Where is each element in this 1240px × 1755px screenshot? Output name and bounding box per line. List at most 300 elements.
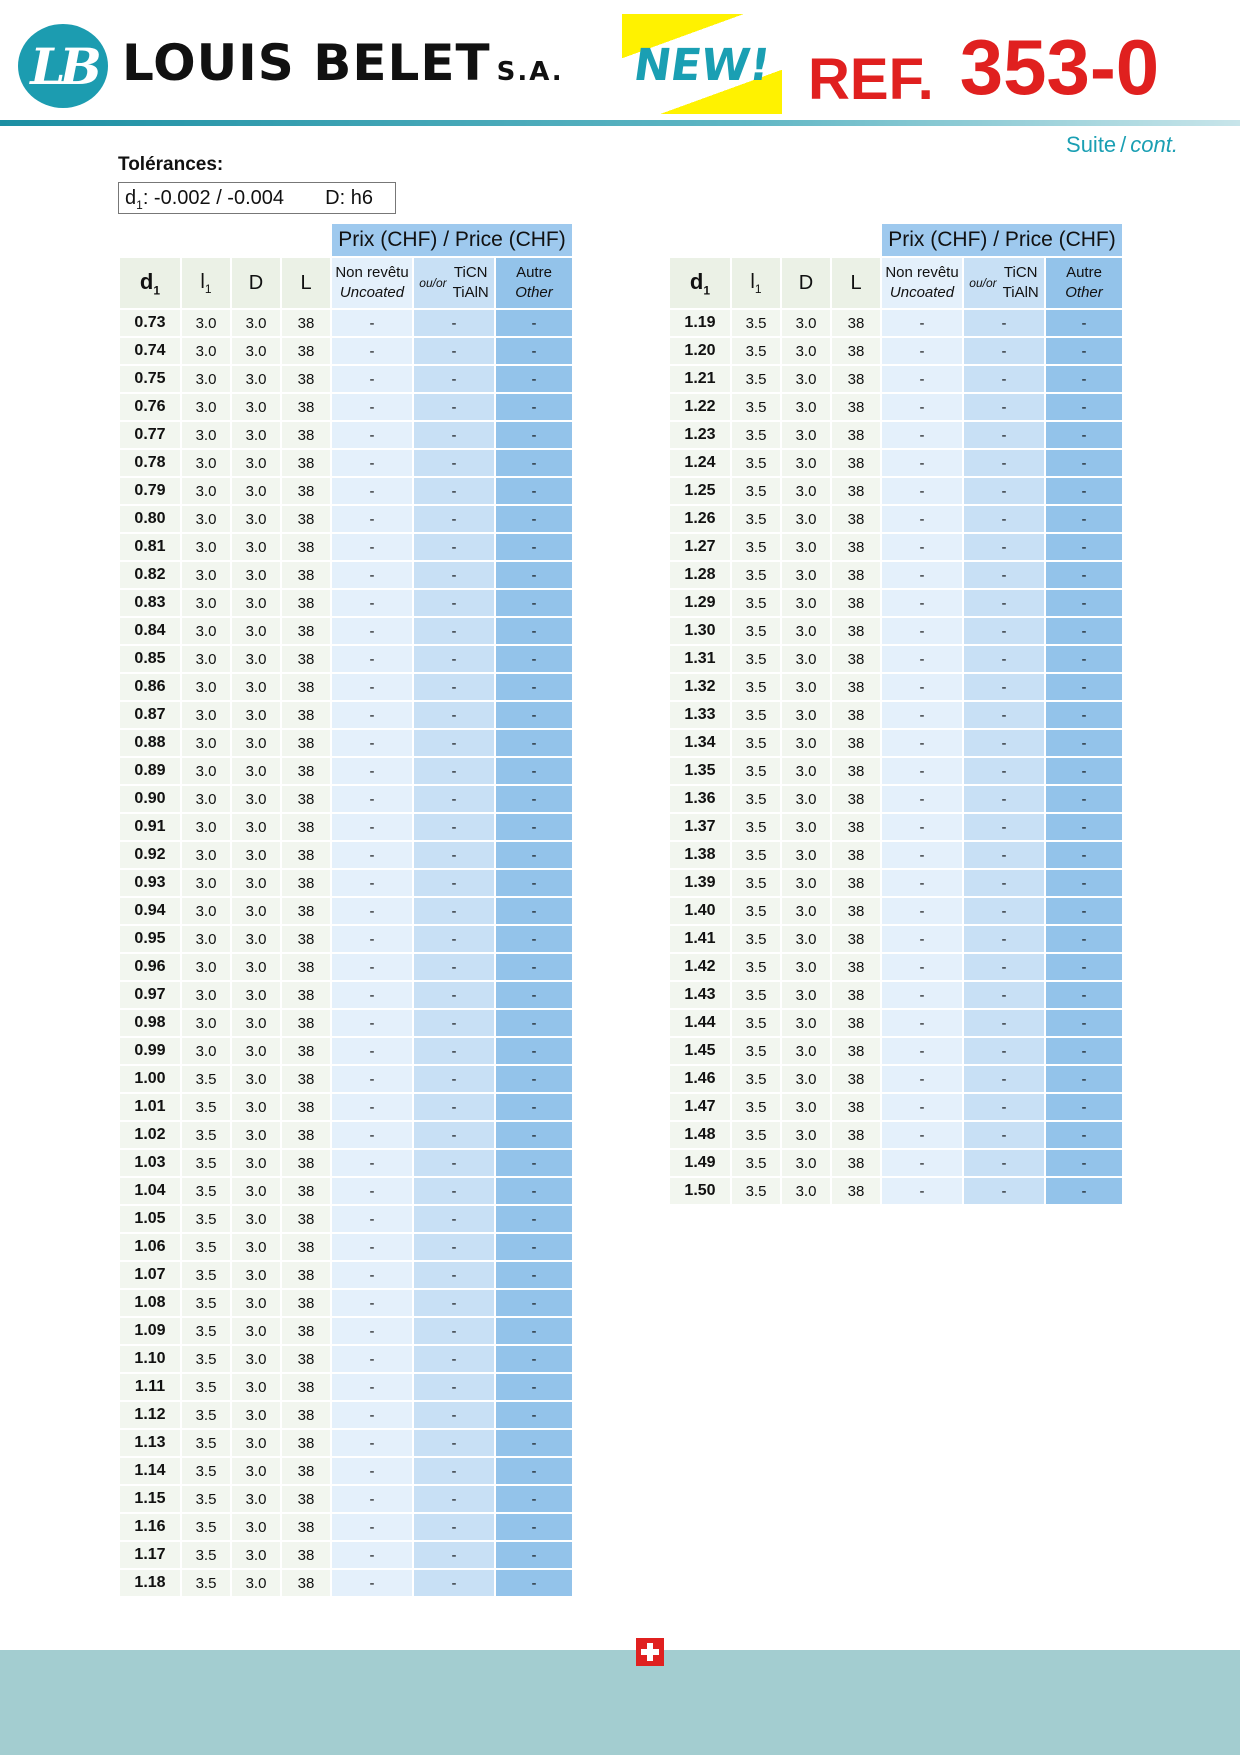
table-row <box>670 310 1122 336</box>
cell-D: 3.0 <box>782 814 830 840</box>
cell-d1: 1.27 <box>670 534 730 560</box>
cell-l1: 3.5 <box>732 534 780 560</box>
cell-l1: 3.0 <box>182 562 230 588</box>
cell-D: 3.0 <box>232 758 280 784</box>
cell-d1: 1.34 <box>670 730 730 756</box>
cell-L: 38 <box>832 1122 880 1148</box>
cell-price-ticn: - <box>414 982 494 1008</box>
cell-l1: 3.5 <box>732 1094 780 1120</box>
new-badge <box>622 14 782 114</box>
company-name <box>122 34 564 92</box>
cell-L: 38 <box>282 562 330 588</box>
cell-d1: 1.20 <box>670 338 730 364</box>
cell-price-uncoated: - <box>332 1010 412 1036</box>
table-row <box>670 702 1122 728</box>
cell-d1: 1.11 <box>120 1374 180 1400</box>
tol-d1-label: d <box>125 187 137 209</box>
table-row <box>120 1430 572 1456</box>
cell-D: 3.0 <box>782 1122 830 1148</box>
cell-D: 3.0 <box>232 842 280 868</box>
cell-l1: 3.5 <box>732 590 780 616</box>
cell-D: 3.0 <box>782 338 830 364</box>
cell-price-ticn: - <box>414 926 494 952</box>
cell-price-uncoated: - <box>882 1066 962 1092</box>
cell-price-uncoated: - <box>332 898 412 924</box>
cell-price-other: - <box>1046 562 1122 588</box>
continuation-note <box>1066 132 1178 158</box>
cell-d1: 1.06 <box>120 1234 180 1260</box>
cell-l1: 3.5 <box>182 1262 230 1288</box>
cell-d1: 1.47 <box>670 1094 730 1120</box>
cell-price-other: - <box>496 562 572 588</box>
cell-l1: 3.0 <box>182 590 230 616</box>
cell-D: 3.0 <box>782 954 830 980</box>
cell-l1: 3.5 <box>732 954 780 980</box>
cell-d1: 1.48 <box>670 1122 730 1148</box>
cell-price-other: - <box>496 506 572 532</box>
cell-L: 38 <box>832 450 880 476</box>
cell-l1: 3.5 <box>732 338 780 364</box>
table-row <box>120 506 572 532</box>
table-row <box>670 618 1122 644</box>
cell-D: 3.0 <box>782 982 830 1008</box>
cell-d1: 1.18 <box>120 1570 180 1596</box>
table-row <box>670 1150 1122 1176</box>
table-row <box>670 758 1122 784</box>
cell-price-uncoated: - <box>332 1178 412 1204</box>
cell-L: 38 <box>282 618 330 644</box>
cell-d1: 1.04 <box>120 1178 180 1204</box>
cell-price-uncoated: - <box>332 758 412 784</box>
cell-price-uncoated: - <box>332 842 412 868</box>
cell-price-uncoated: - <box>332 1066 412 1092</box>
cell-L: 38 <box>282 1430 330 1456</box>
cell-price-uncoated: - <box>332 1234 412 1260</box>
cell-price-ticn: - <box>414 1486 494 1512</box>
continuation-alt: cont. <box>1130 132 1178 157</box>
table-row <box>120 982 572 1008</box>
cell-D: 3.0 <box>782 702 830 728</box>
cell-price-ticn: - <box>964 394 1044 420</box>
cell-L: 38 <box>282 1290 330 1316</box>
cell-l1: 3.5 <box>732 366 780 392</box>
cell-d1: 0.96 <box>120 954 180 980</box>
cell-price-uncoated: - <box>882 898 962 924</box>
cell-price-other: - <box>496 954 572 980</box>
cell-D: 3.0 <box>232 674 280 700</box>
cell-price-uncoated: - <box>882 366 962 392</box>
cell-price-uncoated: - <box>882 926 962 952</box>
cell-L: 38 <box>282 1570 330 1596</box>
cell-price-ticn: - <box>414 674 494 700</box>
cell-price-other: - <box>1046 730 1122 756</box>
table-row <box>670 786 1122 812</box>
cell-L: 38 <box>282 534 330 560</box>
cell-d1: 1.13 <box>120 1430 180 1456</box>
cell-price-uncoated: - <box>332 646 412 672</box>
cell-D: 3.0 <box>232 1262 280 1288</box>
tol-D-value: h6 <box>350 187 373 209</box>
cell-D: 3.0 <box>232 590 280 616</box>
cell-L: 38 <box>282 1486 330 1512</box>
cell-l1: 3.5 <box>732 730 780 756</box>
cell-l1: 3.5 <box>182 1066 230 1092</box>
cell-D: 3.0 <box>232 1010 280 1036</box>
cell-L: 38 <box>282 1346 330 1372</box>
table-row <box>120 898 572 924</box>
cell-D: 3.0 <box>782 730 830 756</box>
cell-D: 3.0 <box>232 1486 280 1512</box>
table-row <box>120 366 572 392</box>
cell-d1: 0.91 <box>120 814 180 840</box>
table-row <box>120 1346 572 1372</box>
cell-price-other: - <box>496 422 572 448</box>
cell-L: 38 <box>832 562 880 588</box>
cell-d1: 0.98 <box>120 1010 180 1036</box>
cell-price-other: - <box>1046 1122 1122 1148</box>
cell-price-other: - <box>1046 450 1122 476</box>
cell-price-uncoated: - <box>882 842 962 868</box>
table-row <box>120 450 572 476</box>
cell-D: 3.0 <box>232 1206 280 1232</box>
cell-price-other: - <box>496 1262 572 1288</box>
cell-D: 3.0 <box>782 786 830 812</box>
table-row <box>670 506 1122 532</box>
cell-l1: 3.0 <box>182 730 230 756</box>
cell-L: 38 <box>282 366 330 392</box>
cell-price-uncoated: - <box>882 1038 962 1064</box>
cell-price-ticn: - <box>414 1066 494 1092</box>
cell-D: 3.0 <box>782 898 830 924</box>
table-row <box>670 842 1122 868</box>
cell-price-other: - <box>496 450 572 476</box>
cell-D: 3.0 <box>232 450 280 476</box>
cell-d1: 1.02 <box>120 1122 180 1148</box>
cell-price-uncoated: - <box>882 870 962 896</box>
cell-D: 3.0 <box>782 1178 830 1204</box>
cell-price-other: - <box>496 1486 572 1512</box>
company-name-text: LOUIS BELET <box>122 34 491 92</box>
cell-L: 38 <box>282 338 330 364</box>
cell-price-uncoated: - <box>332 730 412 756</box>
cell-price-ticn: - <box>964 646 1044 672</box>
cell-l1: 3.5 <box>182 1346 230 1372</box>
cell-L: 38 <box>832 1066 880 1092</box>
cell-d1: 1.43 <box>670 982 730 1008</box>
cell-price-ticn: - <box>414 366 494 392</box>
cell-price-ticn: - <box>414 394 494 420</box>
cell-price-ticn: - <box>414 1402 494 1428</box>
cell-L: 38 <box>282 1066 330 1092</box>
table-row <box>120 310 572 336</box>
table-row <box>670 534 1122 560</box>
cell-L: 38 <box>832 1094 880 1120</box>
cell-L: 38 <box>832 590 880 616</box>
cell-price-uncoated: - <box>332 1318 412 1344</box>
cell-D: 3.0 <box>782 506 830 532</box>
cell-price-ticn: - <box>414 1010 494 1036</box>
tolerances-box <box>118 182 396 214</box>
cell-price-uncoated: - <box>882 1150 962 1176</box>
cell-price-ticn: - <box>414 506 494 532</box>
cell-l1: 3.5 <box>732 674 780 700</box>
cell-price-ticn: - <box>414 562 494 588</box>
cell-d1: 1.25 <box>670 478 730 504</box>
cell-D: 3.0 <box>232 702 280 728</box>
cell-l1: 3.5 <box>732 478 780 504</box>
cell-price-other: - <box>1046 954 1122 980</box>
cell-D: 3.0 <box>232 1458 280 1484</box>
col-header-ticn: ou/or TiCN TiAlN <box>964 258 1044 308</box>
cell-D: 3.0 <box>232 786 280 812</box>
cell-price-other: - <box>496 1514 572 1540</box>
cell-D: 3.0 <box>232 1038 280 1064</box>
cell-price-uncoated: - <box>332 870 412 896</box>
cell-D: 3.0 <box>782 1038 830 1064</box>
cell-d1: 1.39 <box>670 870 730 896</box>
cell-D: 3.0 <box>232 1150 280 1176</box>
cell-l1: 3.5 <box>182 1234 230 1260</box>
cell-price-other: - <box>1046 870 1122 896</box>
cell-price-uncoated: - <box>332 1374 412 1400</box>
table-row <box>120 394 572 420</box>
cell-price-ticn: - <box>414 1346 494 1372</box>
cell-price-uncoated: - <box>332 310 412 336</box>
cell-price-uncoated: - <box>332 814 412 840</box>
cell-price-ticn: - <box>414 1178 494 1204</box>
cell-price-other: - <box>496 1570 572 1596</box>
table-row <box>120 1150 572 1176</box>
cell-price-other: - <box>496 842 572 868</box>
cell-price-uncoated: - <box>882 1122 962 1148</box>
cell-d1: 1.46 <box>670 1066 730 1092</box>
cell-price-uncoated: - <box>882 730 962 756</box>
cell-price-ticn: - <box>414 1458 494 1484</box>
cell-d1: 0.74 <box>120 338 180 364</box>
col-header-L: L <box>832 258 880 308</box>
swiss-cross-icon <box>636 1638 664 1666</box>
table-row <box>120 674 572 700</box>
col-header-uncoated: Non revêtu Uncoated <box>882 258 962 308</box>
cell-D: 3.0 <box>782 450 830 476</box>
cell-price-other: - <box>1046 1010 1122 1036</box>
cell-D: 3.0 <box>232 534 280 560</box>
cell-d1: 0.84 <box>120 618 180 644</box>
cell-l1: 3.5 <box>182 1290 230 1316</box>
cell-L: 38 <box>282 422 330 448</box>
cell-price-other: - <box>496 394 572 420</box>
cell-D: 3.0 <box>232 1570 280 1596</box>
table-row <box>670 926 1122 952</box>
table-row <box>120 422 572 448</box>
cell-price-uncoated: - <box>332 534 412 560</box>
cell-d1: 0.95 <box>120 926 180 952</box>
table-row <box>120 842 572 868</box>
cell-d1: 1.41 <box>670 926 730 952</box>
table-row <box>670 450 1122 476</box>
cell-d1: 1.37 <box>670 814 730 840</box>
cell-d1: 1.12 <box>120 1402 180 1428</box>
cell-l1: 3.0 <box>182 954 230 980</box>
reference-value: 353-0 <box>959 23 1160 111</box>
cell-l1: 3.5 <box>732 1122 780 1148</box>
table-row <box>120 534 572 560</box>
cell-L: 38 <box>282 926 330 952</box>
cell-price-ticn: - <box>964 870 1044 896</box>
table-row <box>670 814 1122 840</box>
cell-L: 38 <box>282 758 330 784</box>
cell-d1: 0.89 <box>120 758 180 784</box>
cell-l1: 3.5 <box>182 1570 230 1596</box>
cell-l1: 3.5 <box>732 982 780 1008</box>
cell-D: 3.0 <box>232 562 280 588</box>
cell-price-uncoated: - <box>332 618 412 644</box>
tolerances-title: Tolérances: <box>118 154 224 175</box>
cell-d1: 1.21 <box>670 366 730 392</box>
cell-L: 38 <box>282 450 330 476</box>
cell-d1: 1.01 <box>120 1094 180 1120</box>
cell-D: 3.0 <box>232 982 280 1008</box>
cell-D: 3.0 <box>782 534 830 560</box>
cell-price-other: - <box>496 1038 572 1064</box>
table-row <box>120 1290 572 1316</box>
table-row <box>670 954 1122 980</box>
cell-d1: 1.26 <box>670 506 730 532</box>
cell-d1: 1.00 <box>120 1066 180 1092</box>
cell-price-ticn: - <box>414 702 494 728</box>
cell-d1: 1.30 <box>670 618 730 644</box>
cell-price-ticn: - <box>964 1094 1044 1120</box>
cell-price-ticn: - <box>964 786 1044 812</box>
cell-d1: 1.36 <box>670 786 730 812</box>
page-header <box>0 0 1240 128</box>
cell-l1: 3.5 <box>732 422 780 448</box>
cell-l1: 3.5 <box>182 1178 230 1204</box>
cell-l1: 3.0 <box>182 366 230 392</box>
cell-price-other: - <box>496 898 572 924</box>
cell-price-other: - <box>1046 926 1122 952</box>
cell-d1: 0.83 <box>120 590 180 616</box>
cell-D: 3.0 <box>232 1346 280 1372</box>
table-row <box>120 954 572 980</box>
cell-price-other: - <box>496 1206 572 1232</box>
cell-D: 3.0 <box>782 674 830 700</box>
cell-price-ticn: - <box>414 954 494 980</box>
cell-price-ticn: - <box>414 1570 494 1596</box>
cell-price-uncoated: - <box>332 562 412 588</box>
cell-price-other: - <box>496 982 572 1008</box>
table-row <box>670 590 1122 616</box>
reference-number <box>808 22 1159 113</box>
cell-price-uncoated: - <box>332 954 412 980</box>
cell-L: 38 <box>832 506 880 532</box>
cell-D: 3.0 <box>232 1122 280 1148</box>
cell-price-other: - <box>496 1374 572 1400</box>
table-row <box>120 618 572 644</box>
cell-price-ticn: - <box>414 1290 494 1316</box>
cell-price-other: - <box>1046 422 1122 448</box>
cell-price-uncoated: - <box>332 1542 412 1568</box>
cell-L: 38 <box>282 674 330 700</box>
table-row <box>120 562 572 588</box>
cell-D: 3.0 <box>232 506 280 532</box>
cell-l1: 3.0 <box>182 982 230 1008</box>
cell-D: 3.0 <box>782 562 830 588</box>
cell-L: 38 <box>282 730 330 756</box>
cell-price-ticn: - <box>414 842 494 868</box>
table-row <box>670 1038 1122 1064</box>
cell-l1: 3.0 <box>182 814 230 840</box>
cell-L: 38 <box>832 870 880 896</box>
cell-d1: 1.42 <box>670 954 730 980</box>
cell-d1: 1.08 <box>120 1290 180 1316</box>
cell-d1: 0.80 <box>120 506 180 532</box>
cell-price-uncoated: - <box>882 310 962 336</box>
cell-D: 3.0 <box>232 618 280 644</box>
cell-price-uncoated: - <box>332 394 412 420</box>
cell-price-ticn: - <box>964 506 1044 532</box>
cell-l1: 3.5 <box>732 450 780 476</box>
cell-price-uncoated: - <box>332 1486 412 1512</box>
cell-price-other: - <box>496 338 572 364</box>
table-row <box>670 982 1122 1008</box>
cell-d1: 1.28 <box>670 562 730 588</box>
cell-price-uncoated: - <box>882 702 962 728</box>
cell-d1: 1.33 <box>670 702 730 728</box>
cell-price-ticn: - <box>964 422 1044 448</box>
cell-d1: 0.81 <box>120 534 180 560</box>
cell-price-uncoated: - <box>882 534 962 560</box>
cell-price-other: - <box>1046 842 1122 868</box>
table-row <box>120 730 572 756</box>
table-row <box>670 1178 1122 1204</box>
cell-d1: 1.10 <box>120 1346 180 1372</box>
cell-price-uncoated: - <box>332 590 412 616</box>
table-row <box>120 1066 572 1092</box>
cell-d1: 1.38 <box>670 842 730 868</box>
cell-price-ticn: - <box>964 1150 1044 1176</box>
col-header-ticn: ou/or TiCN TiAlN <box>414 258 494 308</box>
cell-l1: 3.0 <box>182 506 230 532</box>
cell-L: 38 <box>282 954 330 980</box>
cell-price-ticn: - <box>414 1262 494 1288</box>
cell-D: 3.0 <box>232 338 280 364</box>
cell-L: 38 <box>282 1010 330 1036</box>
cell-price-other: - <box>496 618 572 644</box>
cell-d1: 0.73 <box>120 310 180 336</box>
table-row <box>670 1094 1122 1120</box>
cell-price-other: - <box>1046 758 1122 784</box>
cell-L: 38 <box>832 422 880 448</box>
cell-price-ticn: - <box>414 590 494 616</box>
cell-l1: 3.5 <box>182 1318 230 1344</box>
cell-D: 3.0 <box>232 1402 280 1428</box>
cell-L: 38 <box>832 1038 880 1064</box>
cell-l1: 3.5 <box>732 898 780 924</box>
cell-d1: 0.75 <box>120 366 180 392</box>
col-header-D: D <box>782 258 830 308</box>
table-row <box>670 478 1122 504</box>
cell-l1: 3.5 <box>732 1038 780 1064</box>
cell-price-uncoated: - <box>332 1570 412 1596</box>
cell-L: 38 <box>282 478 330 504</box>
cell-price-uncoated: - <box>882 786 962 812</box>
cell-price-uncoated: - <box>882 506 962 532</box>
table-row <box>670 338 1122 364</box>
table-row <box>120 478 572 504</box>
cell-D: 3.0 <box>782 478 830 504</box>
cell-price-other: - <box>496 1346 572 1372</box>
